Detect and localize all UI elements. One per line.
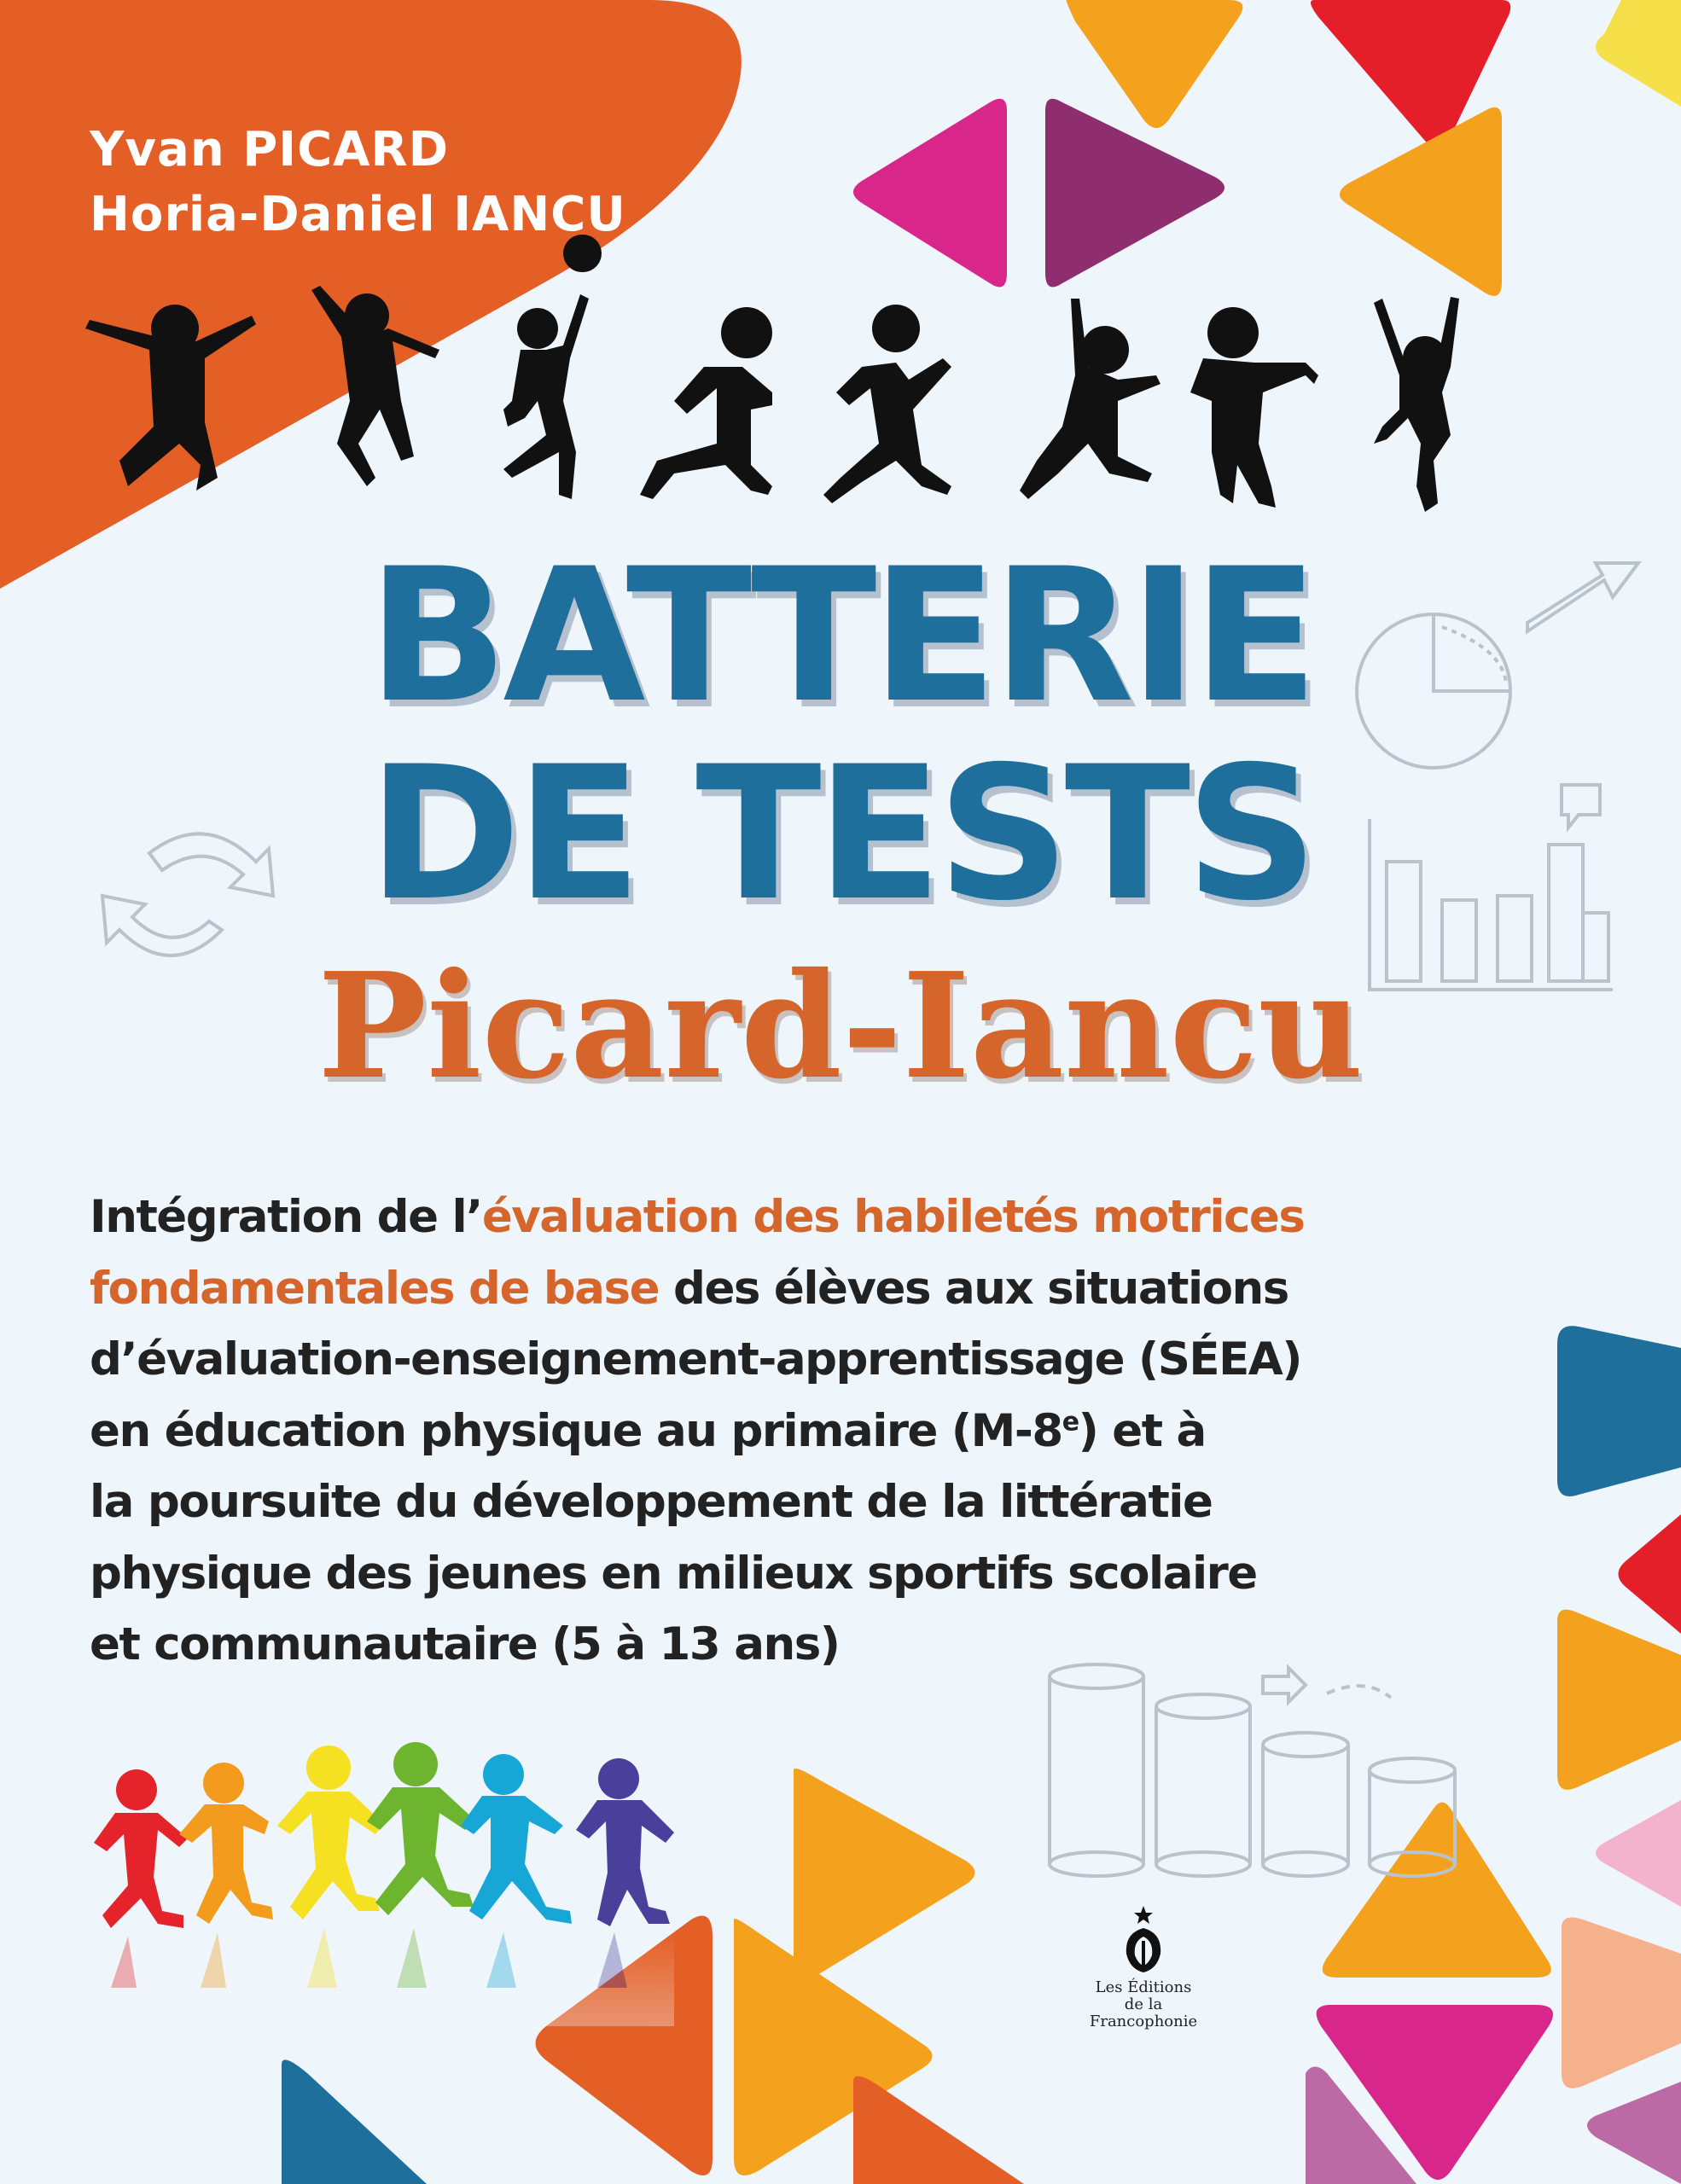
runner-green: [367, 1742, 474, 1915]
publisher-line-1: Les Éditions: [1095, 1978, 1192, 1996]
title-line-2: DE TESTS: [368, 727, 1313, 941]
runner-cyan: [461, 1754, 572, 1924]
book-description: [90, 1182, 1387, 1681]
publisher-line-2: de la Francophonie: [1089, 1995, 1198, 2030]
desc-line-4: en éducation physique au primaire (M-8e) et à: [90, 1404, 1206, 1457]
author-1: Yvan PICARD: [90, 122, 450, 177]
book-title: [0, 529, 1681, 941]
book-subtitle: Picard-Iancu: [317, 941, 1364, 1112]
runner-indigo: [576, 1758, 674, 1926]
runner-red: [94, 1769, 188, 1928]
publisher-logo-icon: [1118, 1902, 1169, 1979]
desc-line-7: et communautaire (5 à 13 ans): [90, 1618, 840, 1670]
publisher-name: [1075, 1979, 1212, 2030]
authors: [90, 118, 626, 247]
runner-yellow: [277, 1745, 384, 1920]
desc-line-6: physique des jeunes en milieux sportifs scolaire: [90, 1547, 1257, 1600]
desc-line-1: Intégration de l’évaluation des habiletés motrices: [90, 1191, 1305, 1243]
desc-line-2: fondamentales de base des élèves aux situations: [90, 1262, 1288, 1315]
desc-line-5: la poursuite du développement de la littératie: [90, 1476, 1213, 1528]
desc-line-3: d’évaluation-enseignement-apprentissage (SÉEA): [90, 1333, 1302, 1385]
runner-reflections: [94, 1928, 674, 2026]
title-line-1: BATTERIE: [367, 529, 1314, 743]
runner-orange: [179, 1763, 273, 1924]
author-2: Horia-Daniel IANCU: [90, 187, 626, 242]
